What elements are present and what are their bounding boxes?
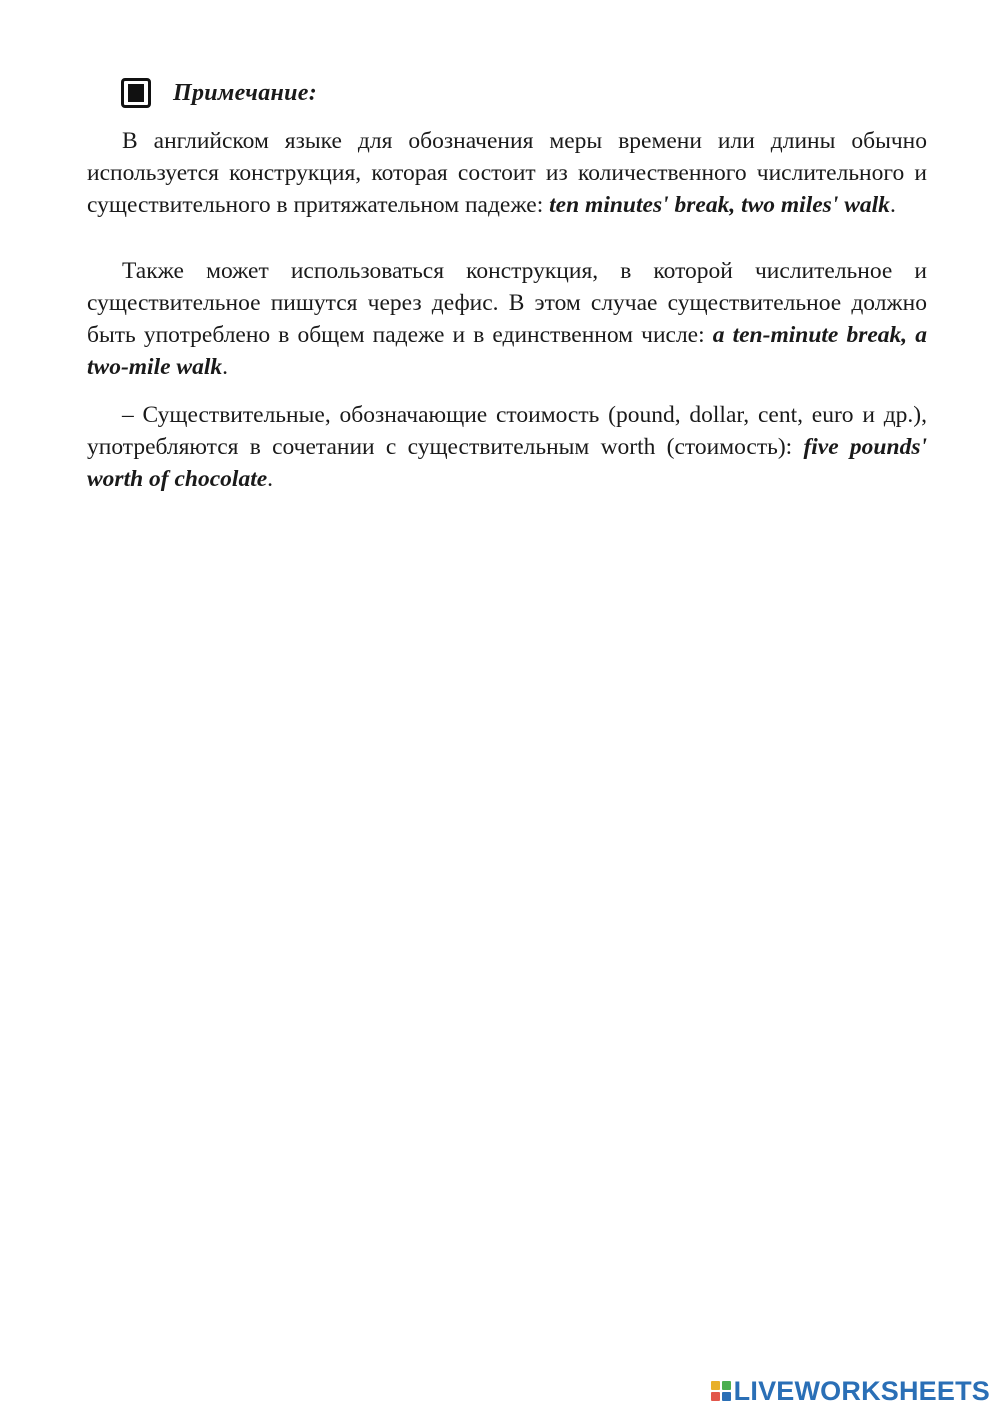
liveworksheets-watermark — [711, 1376, 990, 1406]
paragraph-text: В английском языке для обозначения меры времени или длины обычно используется конструкция, которая состоит из количественного числительного и существительного в притяжательном падеже: — [87, 128, 927, 218]
paragraph-text: Также может использоваться конструкция, в которой числительное и существительное пишутся через дефис. В этом случае существительное должно быть употреблено в общем падеже и в единственном числе: — [87, 258, 927, 348]
paragraph-measure-possessive: В английском языке для обозначения меры времени или длины обычно используется конструкция, которая состоит из количественного числительного и существительного в притяжательном падеже: ten minutes' break, two miles' walk. — [87, 128, 927, 218]
paragraph-text: – Существительные, обозначающие стоимость (pound, dollar, cent, euro и др.), употребляются в сочетании с существительным worth (стоимость): — [87, 402, 927, 460]
note-square-icon — [121, 78, 151, 108]
paragraph-worth: – Существительные, обозначающие стоимость (pound, dollar, cent, euro и др.), употребляются в сочетании с существительным worth (стоимость): five pounds' worth of chocolate. — [87, 402, 927, 492]
paragraph-measure-hyphen: Также может использоваться конструкция, в которой числительное и существительное пишутся через дефис. В этом случае существительное должно быть употреблено в общем падеже и в единственном числе: a ten-minute break, a two-mile walk. — [87, 258, 928, 380]
note-title: Примечание: — [173, 79, 318, 106]
note-header — [121, 73, 317, 113]
liveworksheets-logo-icon — [711, 1381, 731, 1401]
paragraph-example: a ten-minute break, a two-mile walk — [87, 322, 928, 380]
paragraph-example: five pounds' worth of chocolate — [87, 434, 927, 492]
watermark-text: LIVEWORKSHEETS — [733, 1375, 990, 1406]
paragraph-example: ten minutes' break, two miles' walk — [549, 192, 890, 218]
